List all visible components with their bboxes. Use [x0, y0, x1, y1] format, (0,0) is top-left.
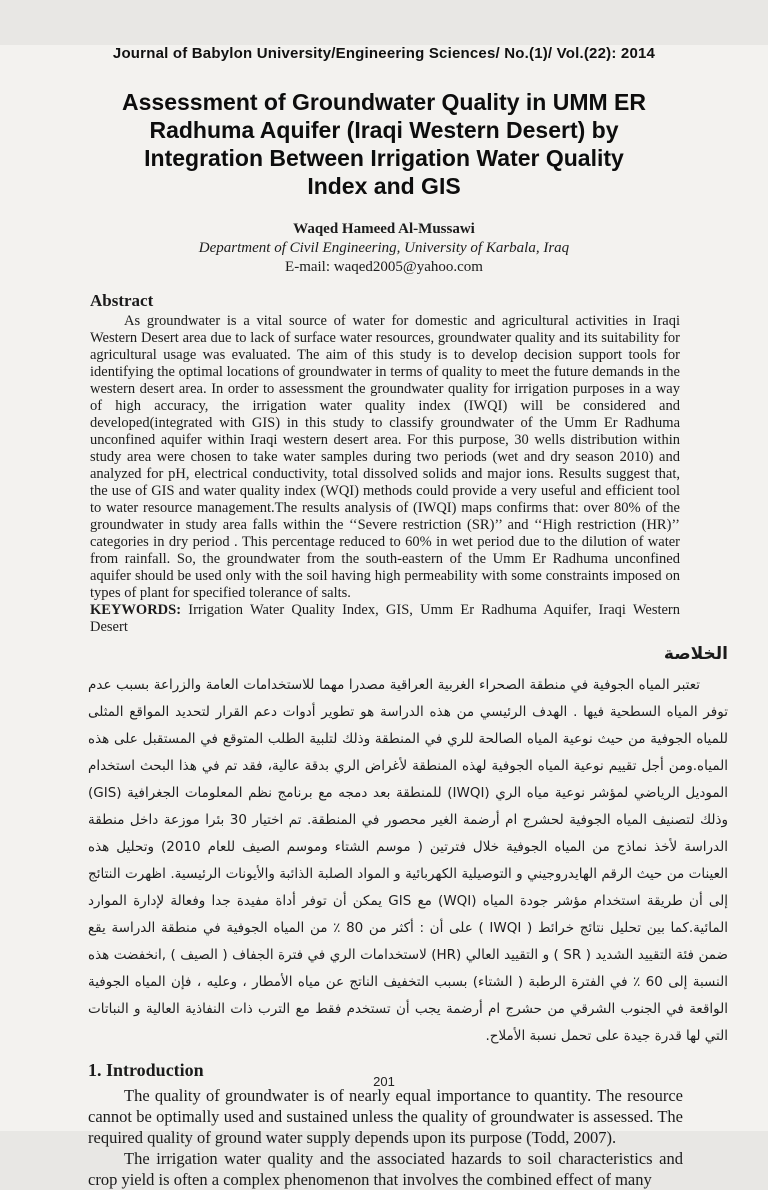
- author-email: E-mail: waqed2005@yahoo.com: [285, 259, 483, 275]
- introduction-heading: 1. Introduction: [88, 1060, 204, 1080]
- paper-title-line-1: Assessment of Groundwater Quality in UMM ER: [122, 89, 646, 115]
- keywords-text: Irrigation Water Quality Index, GIS, Umm Er Radhuma Aquifer, Iraqi Western Desert: [90, 602, 680, 635]
- abstract-body: As groundwater is a vital source of water for domestic and agricultural activities in Iraqi Western Desert area due to lack of surface water resources, groundwater quality and its suitability for agricultural usage was evaluated. The aim of this study is to develop decision support tools for identifying the optimal locations of groundwater in terms of quality to meet the future demands in the western desert area. In order to assessment the groundwater quality for irrigation purposes in a way of high accuracy, the irrigation water quality index (IWQI) will be considered and developed(integrated with GIS) in this study to classify groundwater of the Umm Er Radhuma unconfined aquifer within Iraqi western desert area. For this purpose, 30 wells distribution within study area were chosen to take water samples during two periods (wet and dry season 2010) and analyzed for pH, electrical conductivity, total dissolved solids and major ions. Results suggest that, the use of GIS and water quality index (WQI) methods could provide a very useful and efficient tool to water resource management.The results analysis of (IWQI) maps confirms that: over 80% of the groundwater in study area falls within the ‘‘Severe restriction (SR)’’ and ‘‘High restriction (HR)’’ categories in dry period . This percentage reduced to 60% in wet period due to the dilution of water from rainfall. So, the groundwater from the south-eastern of the Umm Er Radhuma unconfined aquifer should be used only with the soil having high permeability with some constraints imposed on types of plant for specified tolerance of salts.: [90, 313, 680, 601]
- arabic-summary-heading: الخلاصة: [663, 644, 728, 664]
- keywords-line: [90, 602, 680, 636]
- author-affiliation: Department of Civil Engineering, University of Karbala, Iraq: [198, 240, 570, 256]
- journal-header: Journal of Babylon University/Engineering Sciences/ No.(1)/ Vol.(22): 2014: [112, 45, 656, 62]
- author-block: [0, 220, 768, 277]
- keywords-label: KEYWORDS:: [90, 602, 182, 618]
- introduction-paragraph-1: The quality of groundwater is of nearly equal importance to quantity. The resource cannot be optimally used and sustained unless the quality of groundwater is assessed. The required quality of ground water supply depends upon its purpose (Todd, 2007).: [88, 1086, 683, 1147]
- paper-page: [0, 45, 768, 1189]
- abstract-heading: Abstract: [90, 291, 154, 310]
- arabic-summary-body: تعتبر المياه الجوفية في منطقة الصحراء الغربية العراقية مصدرا مهما للاستخدامات العامة والزراعة بسبب عدم توفر المياه السطحية فيها . الهدف الرئيسي من هذه الدراسة هو تطوير أدوات دعم القرار لتحديد المواقع المثلى للمياه الجوفية من حيث نوعية المياه الصالحة للري في المنطقة وذلك لتلبية الطلب المتوقع في المستقبل على هذه المياه.ومن أجل تقييم نوعية المياه الجوفية لهذه المنطقة لأغراض الري بدقة عالية، فقد تم في هذا البحث استخدام الموديل الرياضي لمؤشر نوعية مياه الري (IWQI) للمنطقة بعد دمجه مع برنامج نظم المعلومات الجغرافية (GIS) وذلك لتصنيف المياه الجوفية لحشرج ام أرضمة الغير محصور في المنطقة. تم اختيار 30 بئرا موزعة داخل منطقة الدراسة لأخذ نماذج من المياه الجوفية خلال فترتين ( موسم الشتاء وموسم الصيف للعام 2010) وتحليل هذه العينات من حيث الرقم الهايدروجيني و التوصيلية الكهربائية و المواد الصلبة الذائبة والأيونات الرئيسية. اظهرت النتائج إلى أن طريقة استخدام مؤشر جودة المياه (WQI) مع GIS يمكن أن توفر أداة مفيدة جدا وفعالة لإدارة الموارد المائية.كما بين تحليل نتائج خرائط ( IWQI ) على أن : أكثر من 80 ٪ من المياه الجوفية في منطقة الدراسة يقع ضمن فئة التقييد الشديد ( SR ) و التقييد العالي (HR) لاستخدامات الري في فترة الجفاف ( الصيف ) ,انخفضت هذه النسبة إلى 60 ٪ في الفترة الرطبة ( الشتاء) بسبب التخفيف الناتج عن مياه الأمطار ، وعليه ، فإن المياه الجوفية الواقعة في الجنوب الشرقي من حشرج ام أرضمة يجب أن تستخدم فقط مع الترب ذات النفاذية العالية و النباتات التي لها قدرة جيدة على تحمل نسبة الأملاح.: [88, 677, 729, 1044]
- introduction-paragraph-2: The irrigation water quality and the associated hazards to soil characteristics and crop yield is often a complex phenomenon that involves the combined effect of many: [88, 1149, 683, 1189]
- paper-title: [74, 88, 694, 200]
- paper-title-line-2: Radhuma Aquifer (Iraqi Western Desert) by: [149, 117, 619, 143]
- author-name: Waqed Hameed Al-Mussawi: [293, 221, 475, 237]
- page-number: 201: [373, 1074, 395, 1089]
- paper-title-line-3: Integration Between Irrigation Water Quality: [144, 145, 624, 171]
- abstract-section: [90, 291, 680, 636]
- arabic-summary-section: [88, 644, 728, 1050]
- paper-title-line-4: Index and GIS: [307, 173, 461, 199]
